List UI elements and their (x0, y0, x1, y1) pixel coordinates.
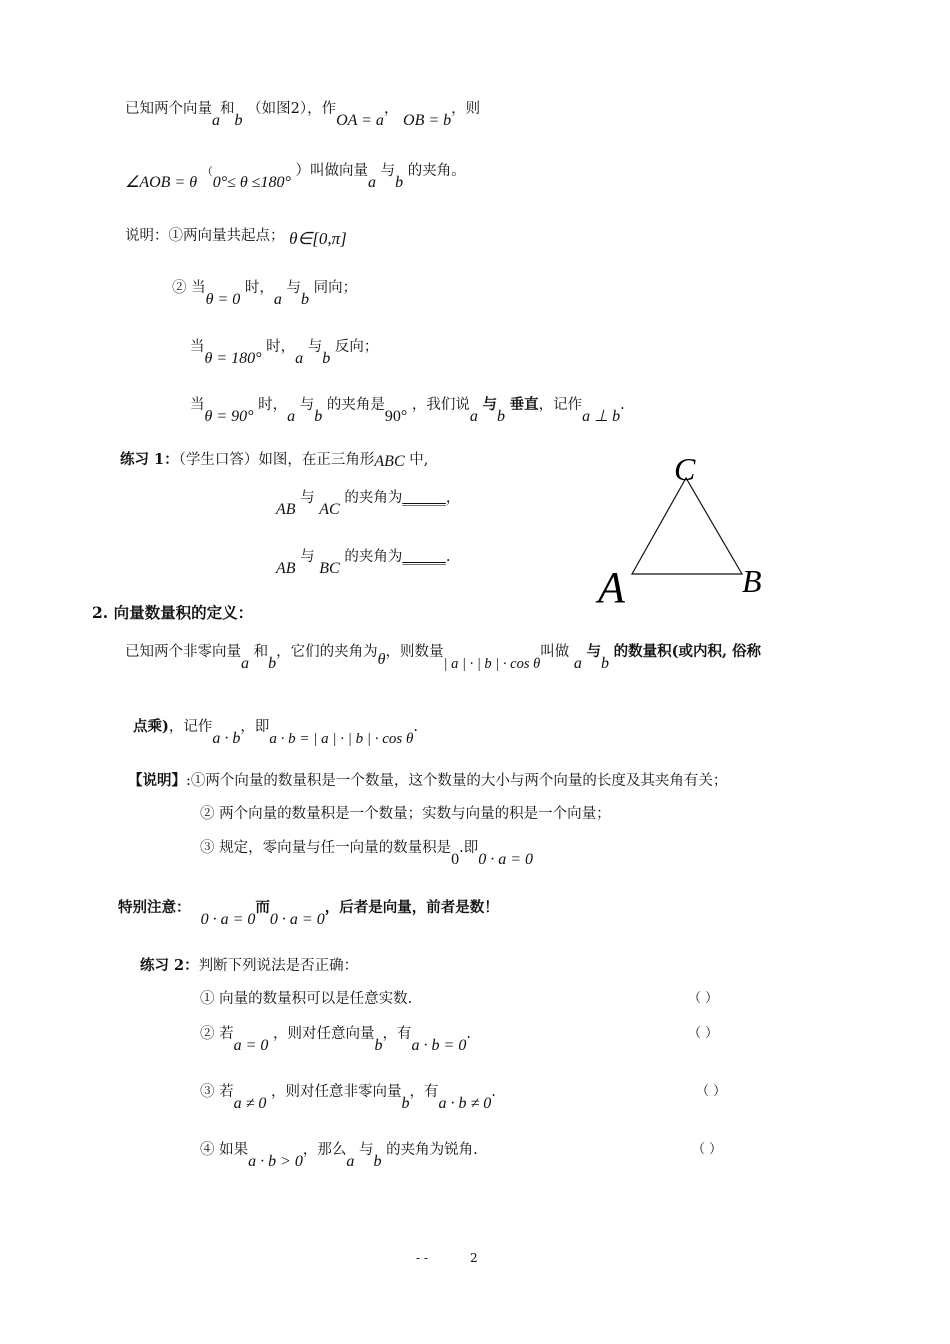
exercise-2-item-1 (200, 990, 412, 1008)
text: 说明：①两向量共起点； (125, 228, 285, 244)
text: ④ 如果 (200, 1142, 249, 1158)
exercise-2-item-4 (200, 1141, 478, 1170)
text: 与 (359, 1142, 374, 1158)
math-theta-0: θ = 0 (205, 291, 241, 308)
math-dot-expr: | a | · | b | · cos θ (443, 656, 541, 672)
text: . (466, 1026, 471, 1042)
vertex-b-label: B (742, 563, 762, 599)
section-2-title (92, 604, 253, 622)
vector-b: b (395, 174, 404, 191)
text: ③ 若 (200, 1084, 234, 1100)
math-theta-range: θ∈[0,π] (289, 229, 347, 248)
math-zero-a: 0 · a = 0 (478, 851, 534, 868)
text: 已知两个非零向量 (125, 644, 241, 660)
text: ，那么 (302, 1142, 347, 1158)
text: ，后者是向量，前者是数！ (324, 899, 499, 916)
zero: 0 (451, 851, 460, 868)
vector-b: b (600, 655, 609, 672)
text: 与 (586, 643, 601, 660)
math-theta-180: θ = 180° (204, 350, 262, 367)
text-bold: 点乘) (133, 718, 169, 735)
vertex-c-label: C (674, 451, 696, 487)
exercise-2-label: 练习 2： (140, 957, 199, 974)
text: 与 (380, 163, 396, 179)
math-dot-formula: a · b = | a | · | b | · cos θ (269, 731, 414, 747)
text: 反向； (334, 339, 379, 355)
text: 同向； (313, 280, 358, 296)
text: ，有 (382, 1026, 412, 1042)
text: 与 (300, 549, 315, 565)
text: （ (201, 165, 213, 178)
exercise-1-q1 (276, 489, 461, 518)
special-note (118, 899, 499, 928)
text: （学生口答）如图，在正三角形 (178, 452, 375, 468)
text: ，记作 (538, 397, 583, 413)
math-angle-aob: ∠AOB = θ (125, 174, 198, 191)
answer-blank[interactable]: ______ (402, 549, 446, 565)
answer-paren[interactable]: （ ） (688, 1026, 719, 1041)
math-theta: θ (377, 651, 386, 668)
vector-a: a (573, 655, 582, 672)
text: 时， (244, 280, 274, 296)
triangle-shape (632, 478, 742, 574)
math-ab-eq-0: a · b = 0 (411, 1037, 467, 1054)
text: 叫做 (540, 644, 570, 660)
triangle-figure (590, 448, 790, 608)
vector-a: a (212, 112, 220, 129)
vector-b: b (373, 1153, 382, 1170)
vector-b: b (268, 655, 277, 672)
text: 判断下列说法是否正确： (198, 958, 359, 974)
notes-line-1 (128, 772, 727, 790)
text: 和 (253, 644, 269, 660)
note-line-1 (125, 226, 347, 248)
text: 中, (409, 452, 429, 468)
math-a-eq-0: a = 0 (233, 1037, 269, 1054)
note-line-2 (172, 279, 358, 308)
math-zero-vector: 0 · a = 0 (269, 911, 325, 928)
text: 时， (266, 339, 296, 355)
math-ab-gt-0: a · b > 0 (248, 1153, 303, 1170)
answer-paren-3[interactable] (696, 1083, 726, 1101)
text: ，有 (409, 1084, 439, 1100)
text: ② 当 (172, 280, 206, 296)
vector-a: a (287, 408, 296, 425)
text: 的夹角为锐角. (386, 1142, 478, 1158)
text: 与 (300, 490, 315, 506)
definition-line-1 (125, 643, 762, 672)
answer-blank[interactable]: ______ (402, 490, 446, 506)
text: 与 (307, 339, 323, 355)
text: 和 (220, 101, 235, 117)
text: 与 (299, 397, 315, 413)
vector-b: b (234, 112, 243, 129)
vector-a: a (295, 350, 304, 367)
answer-paren[interactable]: （ ） (688, 991, 719, 1006)
math-ob: OB = b (403, 112, 452, 129)
notes-line-3 (200, 839, 534, 868)
text-bold-definition: 的数量积(或内积, 俗称 (613, 643, 762, 660)
vector-a: a (469, 408, 478, 425)
exercise-2-header (140, 957, 358, 975)
text: 时， (258, 397, 288, 413)
text: ③ 规定，零向量与任一向量的数量积是 (200, 840, 452, 856)
note-line-3 (190, 338, 379, 367)
page-footer (416, 1249, 478, 1267)
exercise-2-item-2 (200, 1025, 471, 1054)
text: ，则对任意非零向量 (271, 1084, 402, 1100)
text: 已知两个向量 (125, 101, 212, 117)
text: . (491, 1084, 496, 1100)
math-a-dot-b: a · b (212, 730, 241, 747)
vector-a: a (368, 174, 377, 191)
notes-line-2 (200, 805, 611, 823)
text: ，它们的夹角为 (276, 644, 378, 660)
text-perpendicular: 垂直 (509, 396, 539, 413)
exercise-1-header (120, 451, 428, 469)
text: 的夹角是 (326, 397, 385, 413)
text: ，我们说 (411, 397, 470, 413)
text: ，记作 (168, 719, 213, 735)
text: 与 (482, 396, 498, 413)
text: ② 若 (200, 1026, 234, 1042)
math-oa: OA = a (336, 112, 384, 129)
answer-paren-4[interactable] (692, 1141, 722, 1159)
text: ）叫做向量 (295, 163, 369, 179)
answer-paren[interactable]: （ ） (692, 1142, 723, 1157)
notes-heading: 【说明】 (128, 772, 186, 789)
vector-ab: AB (276, 560, 296, 577)
vector-bc: BC (319, 560, 340, 577)
text: 的夹角。 (407, 163, 466, 179)
number-90: 90° (384, 408, 408, 425)
text: 的夹角为 (344, 549, 403, 565)
text: 当 (190, 397, 205, 413)
math-zero-a: 0 · a = 0 (200, 911, 256, 928)
math-a-neq-0: a ≠ 0 (233, 1095, 267, 1112)
text: 与 (286, 280, 301, 296)
exercise-1-q2 (276, 548, 451, 577)
math-perp: a ⊥ b (582, 408, 621, 425)
math-ab-neq-0: a · b ≠ 0 (438, 1095, 492, 1112)
text: 当 (190, 339, 205, 355)
text: .即 (459, 840, 479, 856)
vector-ac: AC (319, 501, 340, 518)
text: . (413, 719, 418, 735)
math-range: 0°≤ θ ≤180° (212, 174, 291, 191)
text: ① 向量的数量积可以是任意实数. (200, 991, 413, 1007)
angle-def-line (125, 162, 466, 191)
vector-b: b (497, 408, 506, 425)
text: . (620, 397, 625, 413)
vector-a: a (273, 291, 282, 308)
text: ， (445, 490, 461, 506)
text: 的夹角为 (344, 490, 403, 506)
intro-line (125, 100, 481, 129)
vector-b: b (314, 408, 323, 425)
text: ，即 (240, 719, 270, 735)
text: 而 (255, 899, 270, 916)
exercise-1-label: 练习 1： (120, 451, 179, 468)
vector-b: b (401, 1095, 410, 1112)
vector-a: a (346, 1153, 355, 1170)
text: ，则对任意向量 (273, 1026, 375, 1042)
special-label: 特别注意： (118, 899, 191, 916)
vector-b: b (300, 291, 309, 308)
text: ， (383, 101, 399, 117)
answer-paren[interactable]: （ ） (696, 1084, 727, 1099)
footer-dashes: - - (416, 1251, 428, 1265)
answer-paren-1[interactable] (688, 990, 718, 1008)
text: ，则 (451, 101, 481, 117)
text: . (445, 549, 451, 565)
text: :①两个向量的数量积是一个数量，这个数量的大小与两个向量的长度及其夹角有关； (186, 773, 728, 789)
text: ，则数量 (385, 644, 444, 660)
section-title: 2. 向量数量积的定义： (92, 603, 254, 622)
math-theta-90: θ = 90° (204, 408, 254, 425)
text: （如图2），作 (247, 101, 337, 117)
vector-a: a (241, 655, 249, 672)
vector-b: b (322, 350, 331, 367)
vertex-a-label: A (598, 563, 625, 608)
vector-ab: AB (276, 501, 296, 518)
math-abc: ABC (374, 453, 405, 470)
text: ② 两个向量的数量积是一个数量；实数与向量的积是一个向量； (200, 806, 611, 822)
vector-b: b (374, 1037, 383, 1054)
exercise-2-item-3 (200, 1083, 496, 1112)
page-number: 2 (469, 1251, 478, 1265)
answer-paren-2[interactable] (688, 1025, 718, 1043)
note-line-4 (190, 396, 625, 425)
definition-line-2 (133, 718, 418, 747)
